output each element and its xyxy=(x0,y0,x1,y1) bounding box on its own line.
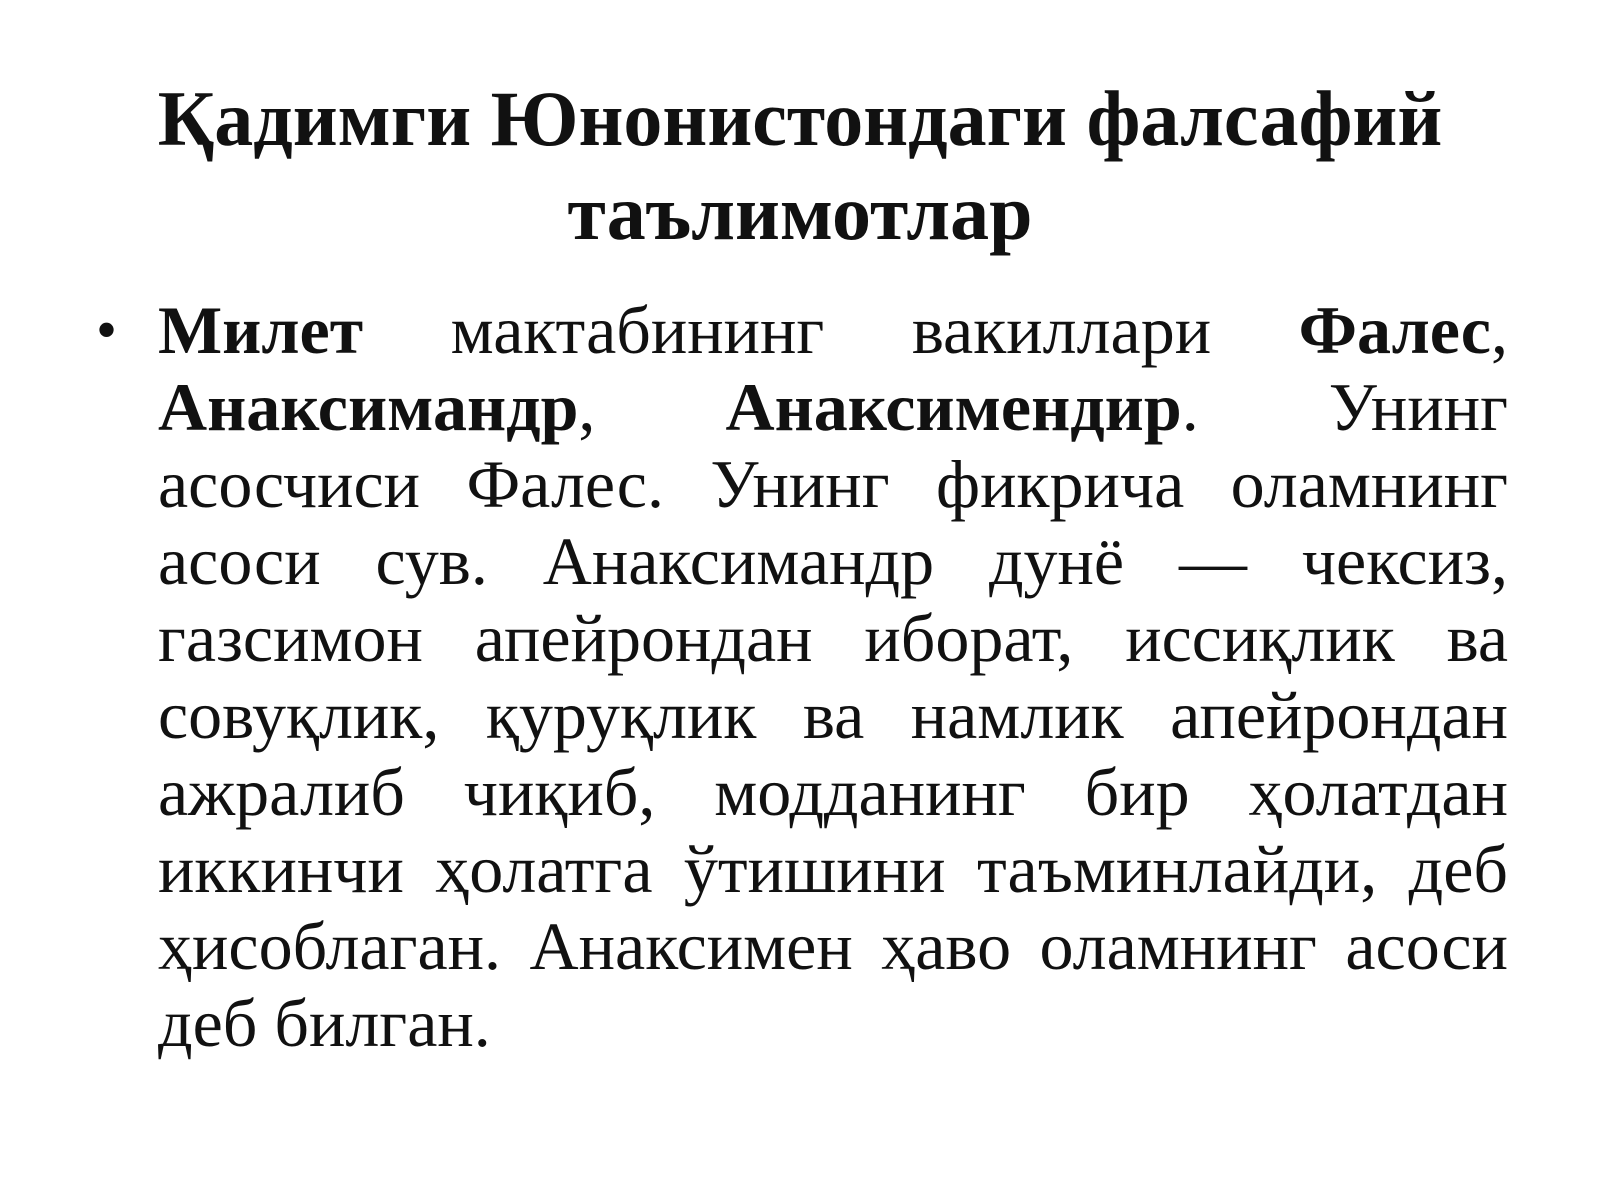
text-segment: . Унинг асосчиси Фалес. Унинг фикрича оламнинг асоси сув. Анаксимандр дунё — чексиз, газсимон апейрондан иборат, иссиқлик ва совуқлик, қуруқлик ва намлик апейрондан ажралиб чиқиб, модданинг бир ҳолатдан иккинчи ҳолатга ўтишини таъминлайди, деб ҳисоблаган. Анаксимен ҳаво оламнинг асоси деб билган. xyxy=(158,369,1508,1061)
bullet-dot-icon: • xyxy=(96,297,118,363)
bullet-item xyxy=(0,292,1508,1062)
slide-title xyxy=(80,72,1520,260)
text-segment: , xyxy=(1491,292,1508,368)
bold-term-anaksimendir: Анаксимендир xyxy=(725,369,1182,445)
bold-term-anaksimandr: Анаксимандр xyxy=(158,369,579,445)
text-segment: мактабининг вакиллари xyxy=(363,292,1299,368)
bullet-list xyxy=(0,292,1600,1062)
bold-term-milet: Милет xyxy=(158,292,364,368)
text-segment: , xyxy=(578,369,726,445)
slide-title-line-2: таълимотлар xyxy=(567,169,1033,256)
slide-title-line-1: Қадимги Юнонистондаги фалсафий xyxy=(157,75,1443,162)
bold-term-fales: Фалес xyxy=(1298,292,1491,368)
